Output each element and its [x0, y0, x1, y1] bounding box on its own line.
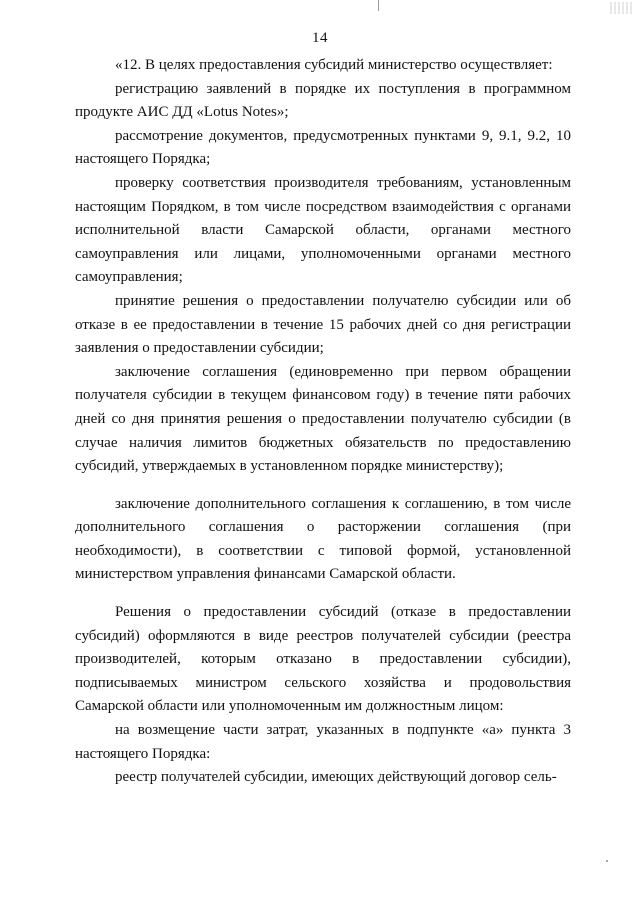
- document-body: [75, 54, 571, 790]
- paragraph: заключение соглашения (единовременно при первом обращении получателя субсидии в текущем финансовом году) в течение пяти рабочих дней со дня принятия решения о предоставлении получателю субсидии (в случае наличия лимитов бюджетных обязательств по предоставлению субсидий, утверждаемых в установленном порядке министерству);: [75, 363, 571, 475]
- paragraph: реестр получателей субсидии, имеющих действующий договор сель-: [115, 769, 557, 786]
- paragraph: Решения о предоставлении субсидий (отказе в предоставлении субсидий) оформляются в виде реестров получателей субсидии (реестра производителей, которым отказано в предоставлении субсидии), подписываемых министром сельского хозяйства и продовольствия Самарской области или уполномоченным им должностным лицом:: [75, 604, 571, 715]
- paragraph: регистрацию заявлений в порядке их поступления в программном продукте АИС ДД «Lotus Notes»;: [75, 80, 571, 121]
- paragraph: проверку соответствия производителя требованиям, установленным настоящим Порядком, в том числе посредством взаимодействия с органами исполнительной власти Самарской области, органами местного самоуправления или лицами, уполномоченными органами местного самоуправления;: [75, 174, 571, 286]
- scan-artifact-line: [378, 0, 379, 11]
- page-number: 14: [312, 30, 328, 46]
- paragraph: рассмотрение документов, предусмотренных пунктами 9, 9.1, 9.2, 10 настоящего Порядка;: [75, 127, 571, 168]
- paragraph: принятие решения о предоставлении получателю субсидии или об отказе в ее предоставлении в течение 15 рабочих дней со дня регистрации заявления о предоставлении субсидии;: [75, 292, 571, 357]
- scan-artifact-dot: [606, 860, 608, 862]
- paragraph: заключение дополнительного соглашения к соглашению, в том числе дополнительного соглашения о расторжении соглашения (при необходимости), в соответствии с типовой формой, установленной министерством управления финансами Самарской области.: [75, 495, 571, 583]
- scan-artifact-corner: [610, 2, 632, 14]
- paragraph: на возмещение части затрат, указанных в подпункте «а» пункта 3 настоящего Порядка:: [75, 722, 571, 762]
- paragraph: «12. В целях предоставления субсидий министерство осуществляет:: [115, 57, 553, 73]
